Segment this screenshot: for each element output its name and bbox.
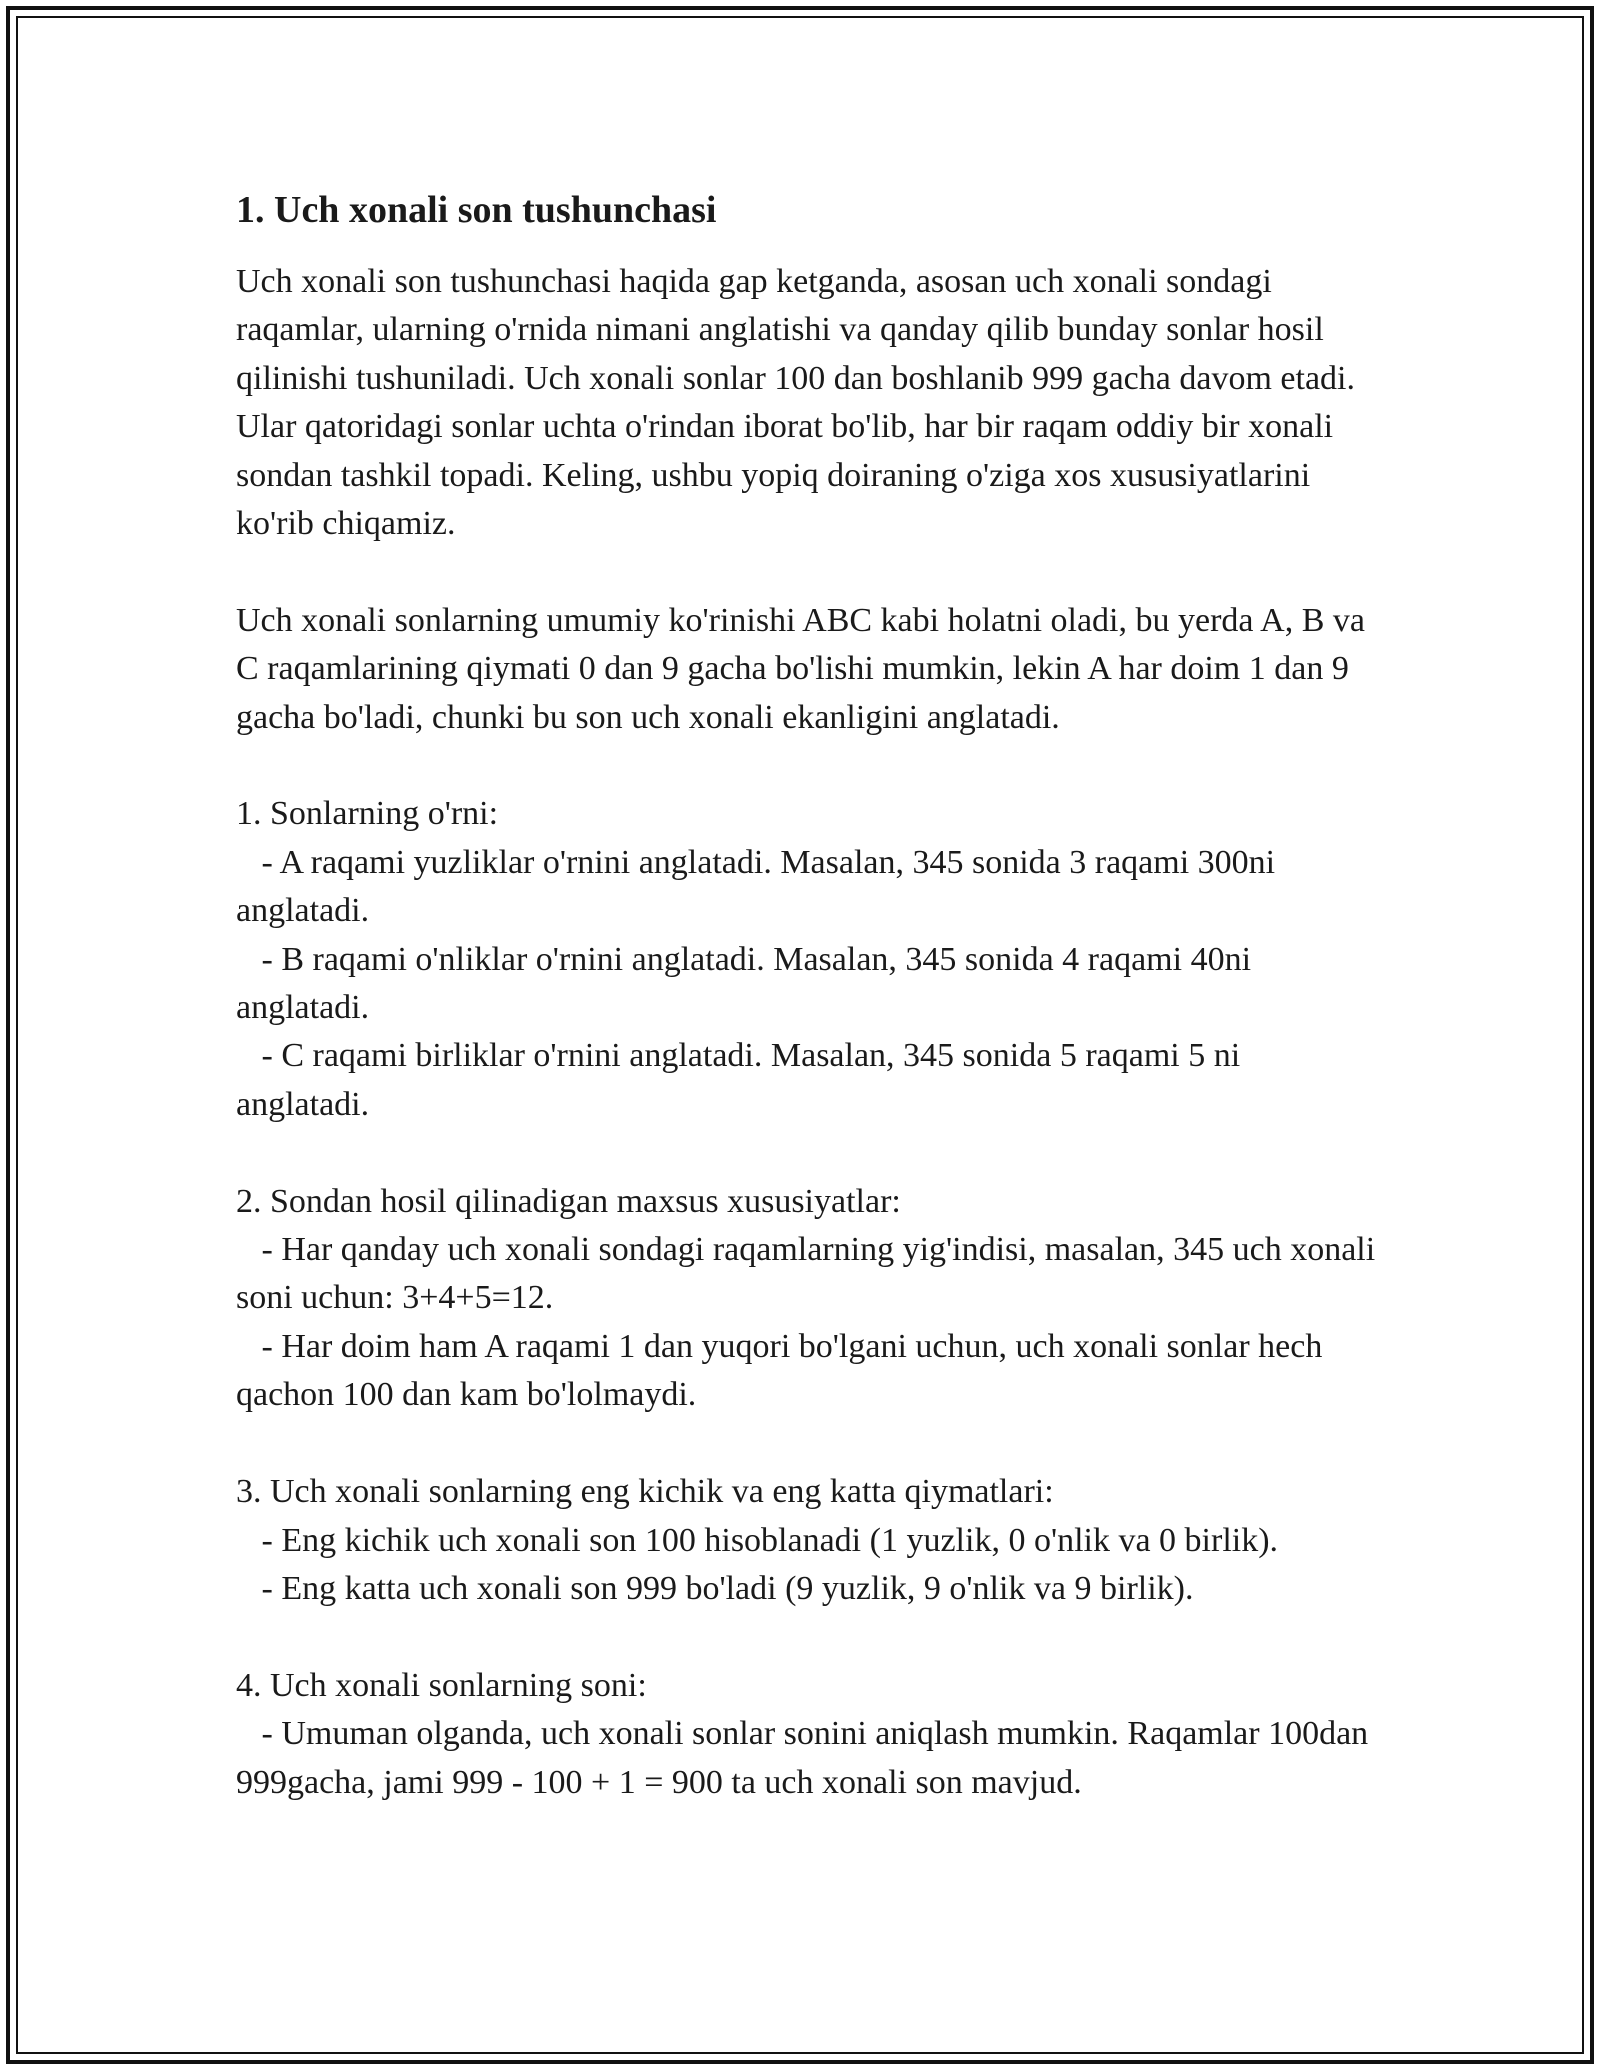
document-body	[236, 186, 1376, 1807]
paragraph-gap	[236, 1613, 1376, 1661]
document-title: 1. Uch xonali son tushunchasi	[236, 189, 717, 231]
paragraph-gap	[236, 742, 1376, 790]
section-place-values: 1. Sonlarning o'rni: - A raqami yuzliklar o'rnini anglatadi. Masalan, 345 sonida 3 raqami 300ni anglatadi. - B raqami o'nliklar o'rnini anglatadi. Masalan, 345 sonida 4 raqami 40ni anglatadi. - C raqami birliklar o'rnini anglatadi. Masalan, 345 sonida 5 raqami 5 ni anglatadi.	[236, 795, 1276, 1123]
section-min-max-values: 3. Uch xonali sonlarning eng kichik va eng katta qiymatlari: - Eng kichik uch xonali son 100 hisoblanadi (1 yuzlik, 0 o'nlik va 0 birlik). - Eng katta uch xonali son 999 bo'ladi (9 yuzlik, 9 o'nlik va 9 birlik).	[236, 1473, 1279, 1607]
paragraph-gap	[236, 548, 1376, 596]
section-count: 4. Uch xonali sonlarning soni: - Umuman olganda, uch xonali sonlar sonini aniqlash mumkin. Raqamlar 100dan 999gacha, jami 999 - 100 + 1 = 900 ta uch xonali son mavjud.	[236, 1666, 1369, 1801]
section-special-properties: 2. Sondan hosil qilinadigan maxsus xususiyatlar: - Har qanday uch xonali sondagi raqamlarning yig'indisi, masalan, 345 uch xonali soni uchun: 3+4+5=12. - Har doim ham A raqami 1 dan yuqori bo'lgani uchun, uch xonali sonlar hech qachon 100 dan kam bo'lolmaydi.	[236, 1182, 1376, 1414]
paragraph-gap	[236, 1129, 1376, 1177]
paragraph-intro: Uch xonali son tushunchasi haqida gap ketganda, asosan uch xonali sondagi raqamlar, ularning o'rnida nimani anglatishi va qanday qilib bunday sonlar hosil qilinishi tushuniladi. Uch xonali sonlar 100 dan boshlanib 999 gacha davom etadi. Ular qatoridagi sonlar uchta o'rindan iborat bo'lib, har bir raqam oddiy bir xonali sondan tashkil topadi. Keling, ushbu yopiq doiraning o'ziga xos xususiyatlarini ko'rib chiqamiz.	[236, 263, 1364, 543]
paragraph-general-form: Uch xonali sonlarning umumiy ko'rinishi ABC kabi holatni oladi, bu yerda A, B va C raqamlarining qiymati 0 dan 9 gacha bo'lishi mumkin, lekin A har doim 1 dan 9 gacha bo'ladi, chunki bu son uch xonali ekanligini anglatadi.	[236, 601, 1374, 736]
paragraph-gap	[236, 1420, 1376, 1468]
